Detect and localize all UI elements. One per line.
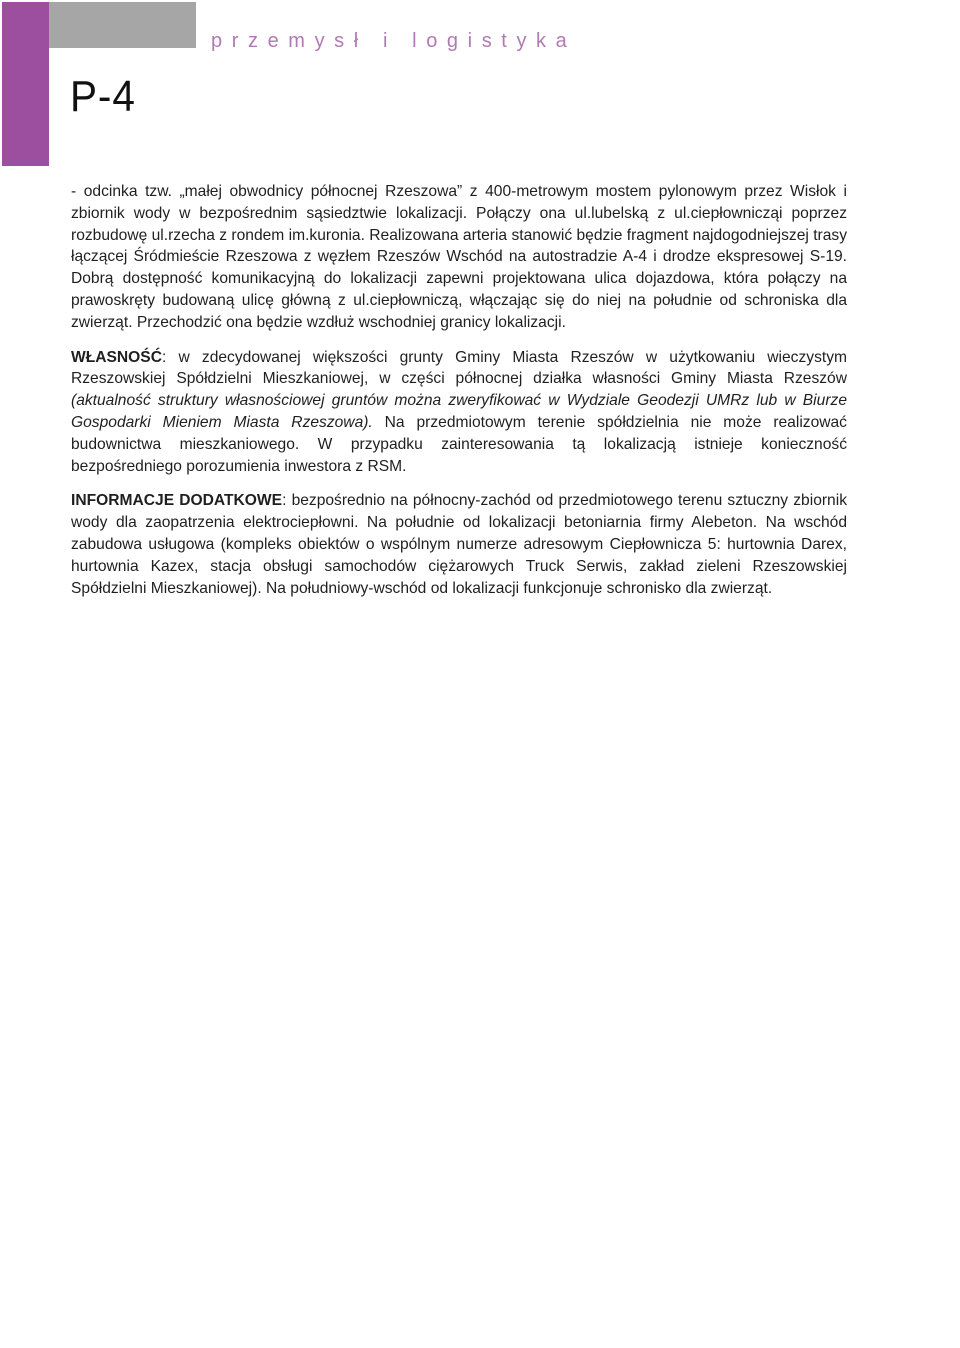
ownership-label: WŁASNOŚĆ <box>71 348 162 366</box>
access-paragraph: - odcinka tzw. „małej obwodnicy północnej Rzeszowa” z 400-metrowym mostem pylonowym przez Wisłok i zbiornik wody w bezpośrednim sąsiedztwie lokalizacji. Połączy ona ul.lubelską z ul.ciepłownicząi poprzez rozbudowę ul.rzecha z rondem im.kuronia. Realizowana arteria stanowić będzie fragment najdogodniejszej trasy łączącej Śródmieście Rzeszowa z węzłem Rzeszów Wschód na autostradzie A-4 i drodze ekspresowej S-19. Dobrą dostępność komunikacyjną do lokalizacji zapewni projektowana ulica dojazdowa, która połączy na prawoskręty budowaną ulicę główną z ul.ciepłowniczą, włączając się do niej na południe od schroniska dla zwierząt. Przechodzić ona będzie wzdłuż wschodniej granicy lokalizacji. <box>71 183 847 331</box>
page-code: P-4 <box>70 72 136 121</box>
grey-accent-bar <box>49 2 196 48</box>
purple-accent-bar <box>2 2 49 166</box>
ownership-paragraph <box>71 347 847 478</box>
additional-info-text: : bezpośrednio na północny-zachód od przedmiotowego terenu sztuczny zbiornik wody dla zaopatrzenia elektrociepłowni. Na południe od lokalizacji betoniarnia firmy Alebeton. Na wschód zabudowa usługowa (kompleks obiektów o wspólnym numerze adresowym Ciepłownicza 5: hurtownia Darex, hurtownia Kazex, stacja obsługi samochodów ciężarowych Truck Serwis, zakład zieleni Rzeszowskiej Spółdzielni Mieszkaniowej). Na południowy-wschód od lokalizacji funkcjonuje schronisko dla zwierząt. <box>71 492 847 597</box>
ownership-text: : w zdecydowanej większości grunty Gminy Miasta Rzeszów w użytkowaniu wieczystym Rzeszowskiej Spółdzielni Mieszkaniowej, w części północnej działka własności Gminy Miasta Rzeszów <box>71 348 847 388</box>
ownership-italic-note: (aktualność struktury własnościowej gruntów można zweryfikować w Wydziale Geodezji UMRz lub w Biurze Gospodarki Mieniem Miasta Rzeszowa). <box>71 392 847 431</box>
section-title: przemysł i logistyka <box>211 30 577 52</box>
document-body <box>71 181 847 612</box>
ownership-text-continued: Na przedmiotowym terenie spółdzielnia nie może realizować budownictwa mieszkaniowego. W przypadku zainteresowania tą lokalizacją istnieje konieczność bezpośredniego porozumienia inwestora z RSM. <box>71 413 847 475</box>
additional-info-label: INFORMACJE DODATKOWE <box>71 492 283 510</box>
additional-info-paragraph <box>71 490 847 599</box>
